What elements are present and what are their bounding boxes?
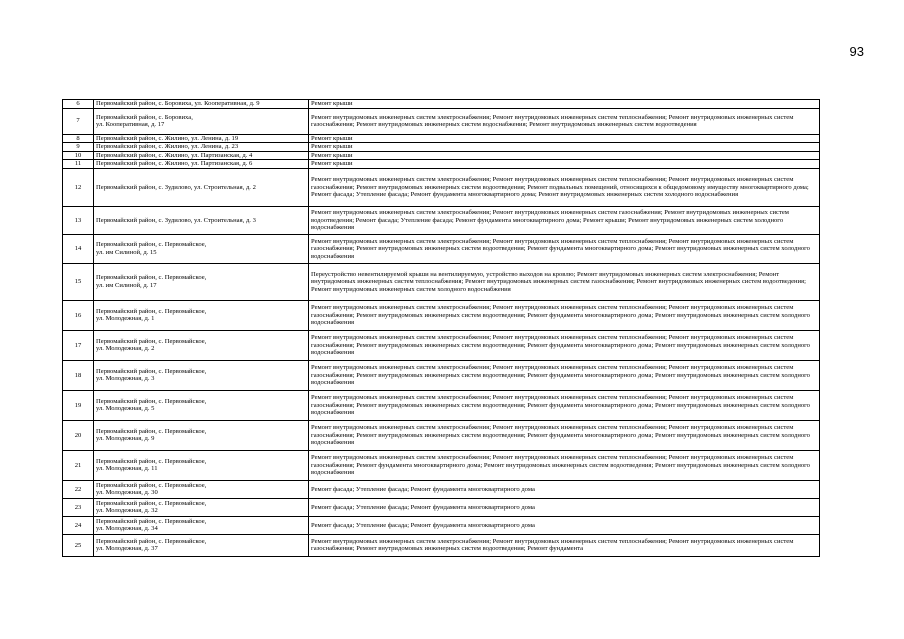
work-types-cell: Ремонт внутридомовых инженерных систем электроснабжения; Ремонт внутридомовых инженерных систем теплоснабжения; Ремонт внутридомовых инженерных систем газоснабжения; Ремонт фундамента многоквартирного дома; Ремонт внутридомовых инженерных систем водоотведения; Ремонт внутридомовых инженерных систем холодного водоснабжения [309,450,820,480]
table-row [63,206,820,234]
work-types-cell: Ремонт внутридомовых инженерных систем электроснабжения; Ремонт внутридомовых инженерных систем теплоснабжения; Ремонт внутридомовых инженерных систем газоснабжения; Ремонт внутридомовых инженерных систем водоотведения; Ремонт фундамента многоквартирного дома; Ремонт внутридомовых инженерных систем холодного водоснабжения [309,234,820,263]
row-number: 15 [63,263,94,300]
work-types-cell: Ремонт крыши [309,100,820,109]
address-cell [94,450,309,480]
row-number: 10 [63,151,94,160]
address-line: Первомайский район, с. Первомайское, [96,457,207,465]
address-cell [94,300,309,330]
table-row [63,234,820,263]
repair-register-table [62,99,820,557]
address-line: Первомайский район, с. Первомайское, [96,367,207,375]
row-number: 13 [63,206,94,234]
work-types-cell: Ремонт крыши [309,143,820,152]
address-line: Первомайский район, с. Первомайское, [96,337,207,345]
address-line: ул. им Силиной, д. 17 [96,281,157,289]
row-number: 18 [63,360,94,390]
row-number: 20 [63,420,94,450]
work-types-cell: Ремонт внутридомовых инженерных систем электроснабжения; Ремонт внутридомовых инженерных систем теплоснабжения; Ремонт внутридомовых инженерных систем газоснабжения; Ремонт внутридомовых инженерных систем водоотведения; Ремонт фундамента многоквартирного дома; Ремонт внутридомовых инженерных систем холодного водоснабжения [309,300,820,330]
page-number: 93 [849,44,864,59]
address-line: Первомайский район, с. Первомайское, [96,397,207,405]
address-cell [94,390,309,420]
address-cell [94,534,309,556]
row-number: 7 [63,108,94,134]
table-row [63,516,820,534]
address-line: Первомайский район, с. Боровиха, ул. Кооперативная, д. 9 [96,100,260,107]
table-row [63,300,820,330]
work-types-cell: Ремонт внутридомовых инженерных систем электроснабжения; Ремонт внутридомовых инженерных систем теплоснабжения; Ремонт внутридомовых инженерных систем газоснабжения; Ремонт внутридомовых инженерных систем водоотведения; Ремонт фундамента многоквартирного дома; Ремонт внутридомовых инженерных систем холодного водоснабжения [309,420,820,450]
address-cell [94,151,309,160]
address-line: Первомайский район, с. Жилино, ул. Ленина, д. 23 [96,143,239,151]
row-number: 24 [63,516,94,534]
row-number: 6 [63,100,94,109]
address-line: Первомайский район, с. Жилино, ул. Ленина, д. 19 [96,134,239,142]
row-number: 9 [63,143,94,152]
address-cell [94,134,309,143]
table-row [63,534,820,556]
address-line: ул. Молодежная, д. 5 [96,405,155,413]
work-types-cell: Ремонт фасада; Утепление фасада; Ремонт фундамента многоквартирного дома [309,480,820,498]
work-types-cell: Ремонт фасада; Утепление фасада; Ремонт фундамента многоквартирного дома [309,498,820,516]
work-types-cell: Ремонт внутридомовых инженерных систем электроснабжения; Ремонт внутридомовых инженерных систем газоснабжения; Ремонт внутридомовых инженерных систем водоотведения; Ремонт фасада; Утепление фасада; Ремонт фундамента многоквартирного дома; Ремонт крыши; Ремонт внутридомовых инженерных систем холодного водоснабжения [309,206,820,234]
address-cell [94,100,309,109]
work-types-cell: Ремонт фасада; Утепление фасада; Ремонт фундамента многоквартирного дома [309,516,820,534]
address-line: ул. Молодежная, д. 30 [96,489,158,497]
address-cell [94,168,309,206]
address-cell [94,516,309,534]
address-line: ул. Молодежная, д. 37 [96,545,158,553]
row-number: 22 [63,480,94,498]
address-cell [94,498,309,516]
address-line: Первомайский район, с. Первомайское, [96,517,207,525]
work-types-cell: Ремонт внутридомовых инженерных систем электроснабжения; Ремонт внутридомовых инженерных систем теплоснабжения; Ремонт внутридомовых инженерных систем газоснабжения; Ремонт внутридомовых инженерных систем водоотведения; Ремонт фундамента многоквартирного дома; Ремонт внутридомовых инженерных систем холодного водоснабжения [309,360,820,390]
table-body [63,100,820,557]
address-line: ул. Молодежная, д. 11 [96,465,158,473]
work-types-cell: Ремонт внутридомовых инженерных систем электроснабжения; Ремонт внутридомовых инженерных систем теплоснабжения; Ремонт внутридомовых инженерных систем газоснабжения; Ремонт внутридомовых инженерных систем водоотведения; Ремонт подвальных помещений, относящихся к общедомовому имуществу многоквартирного дома; Ремонт фасада; Утепление фасада; Ремонт фундамента многоквартирного дома; Ремонт внутридомовых инженерных систем холодного водоснабжения [309,168,820,206]
address-cell [94,480,309,498]
address-cell [94,330,309,360]
address-line: Первомайский район, с. Первомайское, [96,481,207,489]
table-row [63,108,820,134]
address-cell [94,160,309,169]
address-cell [94,360,309,390]
table-row [63,420,820,450]
table-row [63,263,820,300]
table-row [63,480,820,498]
table-row [63,151,820,160]
address-cell [94,420,309,450]
table-row [63,498,820,516]
address-line: ул. Молодежная, д. 9 [96,435,155,443]
row-number: 16 [63,300,94,330]
work-types-cell: Ремонт крыши [309,151,820,160]
address-cell [94,108,309,134]
address-line: Первомайский район, с. Первомайское, [96,241,207,249]
table-row [63,143,820,152]
work-types-cell: Ремонт крыши [309,134,820,143]
work-types-cell: Ремонт крыши [309,160,820,169]
address-line: Первомайский район, с. Первомайское, [96,307,207,315]
address-line: Первомайский район, с. Жилино, ул. Партизанская, д. 6 [96,160,253,168]
address-cell [94,263,309,300]
address-line: Первомайский район, с. Жилино, ул. Партизанская, д. 4 [96,151,253,159]
row-number: 14 [63,234,94,263]
table-row [63,450,820,480]
work-types-cell: Переустройство невентилируемой крыши на вентилируемую, устройство выходов на кровлю; Ремонт внутридомовых инженерных систем электроснабжения; Ремонт внутридомовых инженерных систем теплоснабжения; Ремонт внутридомовых инженерных систем газоснабжения; Ремонт внутридомовых инженерных систем водоотведения; Ремонт внутридомовых инженерных систем холодного водоснабжения [309,263,820,300]
table-row [63,360,820,390]
table-row [63,100,820,109]
address-line: ул. Молодежная, д. 32 [96,507,158,515]
address-cell [94,234,309,263]
address-line: ул. Молодежная, д. 34 [96,525,158,533]
table-row [63,330,820,360]
address-cell [94,143,309,152]
address-line: Первомайский район, с. Боровиха, [96,113,193,121]
address-line: Первомайский район, с. Первомайское, [96,537,207,545]
address-line: Первомайский район, с. Зудилово, ул. Строительная, д. 2 [96,183,256,191]
table-row [63,134,820,143]
work-types-cell: Ремонт внутридомовых инженерных систем электроснабжения; Ремонт внутридомовых инженерных систем теплоснабжения; Ремонт внутридомовых инженерных систем газоснабжения; Ремонт внутридомовых инженерных систем водоотведения; Ремонт фундамента [309,534,820,556]
table-row [63,160,820,169]
row-number: 21 [63,450,94,480]
row-number: 8 [63,134,94,143]
table-row [63,390,820,420]
address-line: Первомайский район, с. Первомайское, [96,274,207,282]
row-number: 23 [63,498,94,516]
address-line: Первомайский район, с. Первомайское, [96,427,207,435]
address-line: ул. Молодежная, д. 2 [96,345,155,353]
row-number: 11 [63,160,94,169]
address-line: Первомайский район, с. Зудилово, ул. Строительная, д. 3 [96,216,256,224]
row-number: 19 [63,390,94,420]
row-number: 12 [63,168,94,206]
address-line: ул. Молодежная, д. 1 [96,315,155,323]
work-types-cell: Ремонт внутридомовых инженерных систем электроснабжения; Ремонт внутридомовых инженерных систем теплоснабжения; Ремонт внутридомовых инженерных систем газоснабжения; Ремонт внутридомовых инженерных систем водоотведения; Ремонт фундамента многоквартирного дома; Ремонт внутридомовых инженерных систем холодного водоснабжения [309,330,820,360]
row-number: 17 [63,330,94,360]
row-number: 25 [63,534,94,556]
address-line: Первомайский район, с. Первомайское, [96,499,207,507]
address-line: ул. Молодежная, д. 3 [96,375,155,383]
address-line: ул. им Силиной, д. 15 [96,248,157,256]
address-cell [94,206,309,234]
table-row [63,168,820,206]
work-types-cell: Ремонт внутридомовых инженерных систем электроснабжения; Ремонт внутридомовых инженерных систем теплоснабжения; Ремонт внутридомовых инженерных систем газоснабжения; Ремонт внутридомовых инженерных систем водоснабжения; Ремонт внутридомовых инженерных систем водоотведения [309,108,820,134]
work-types-cell: Ремонт внутридомовых инженерных систем электроснабжения; Ремонт внутридомовых инженерных систем теплоснабжения; Ремонт внутридомовых инженерных систем газоснабжения; Ремонт внутридомовых инженерных систем водоотведения; Ремонт фундамента многоквартирного дома; Ремонт внутридомовых инженерных систем холодного водоснабжения [309,390,820,420]
address-line: ул. Кооперативная, д. 17 [96,121,165,129]
